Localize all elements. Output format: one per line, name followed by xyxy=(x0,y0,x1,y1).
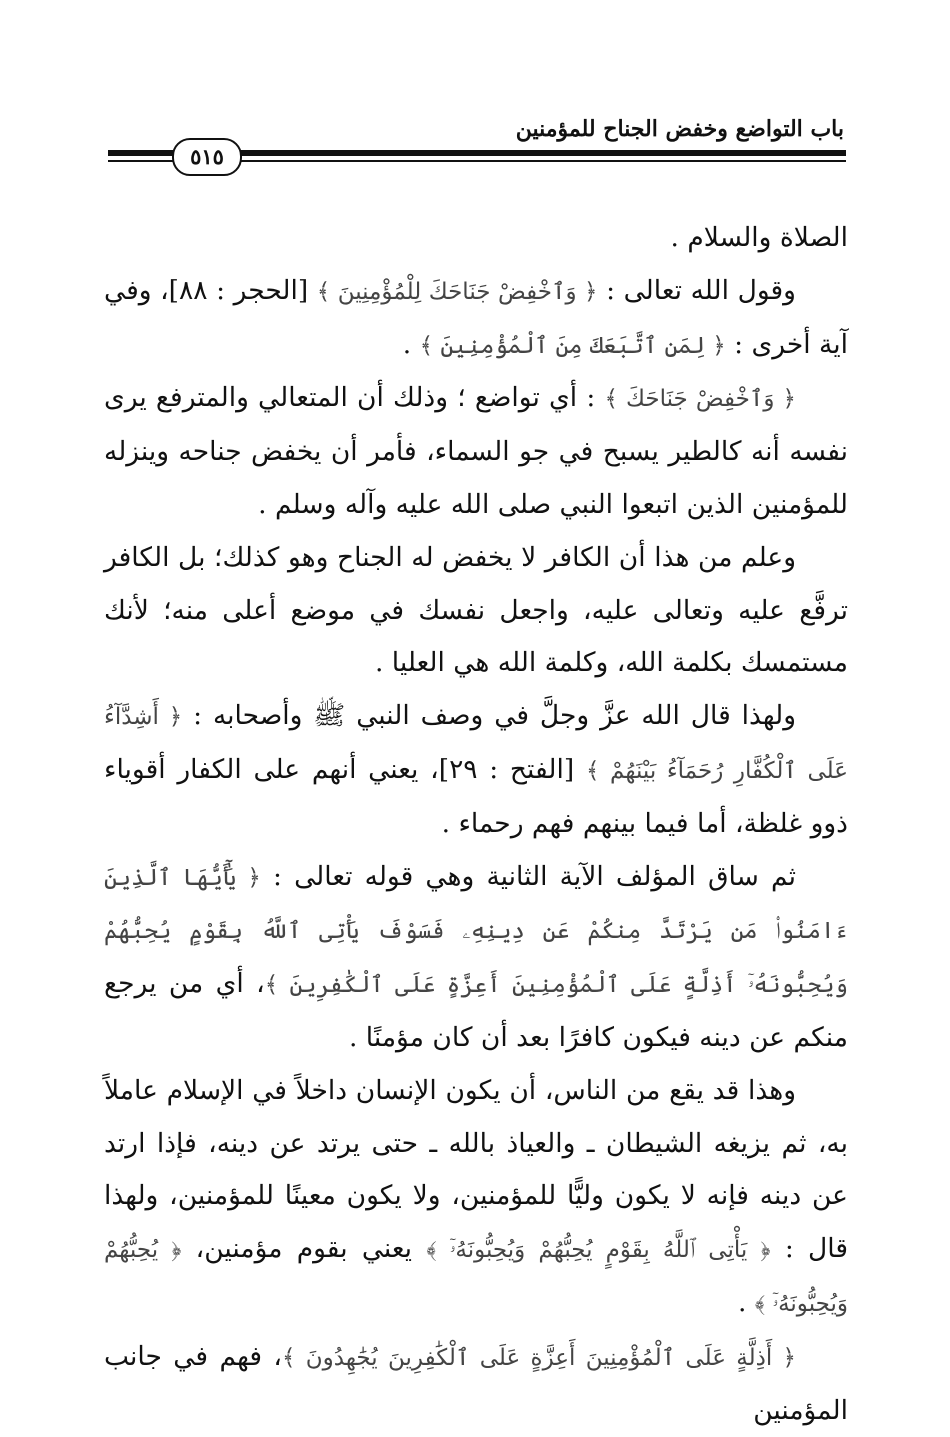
paragraph xyxy=(104,851,848,1065)
quran-verse: ﴿ أَذِلَّةٍ عَلَى ٱلْمُؤْمِنِينَ أَعِزَّةٍ عَلَى ٱلْكَٰفِرِينَ يُجَٰهِدُونَ ﴾ xyxy=(281,1344,796,1371)
paragraph-text: يعني بقوم مؤمنين، xyxy=(181,1233,427,1265)
paragraph-text: ، أي من يرجع منكم عن دينه فيكون كافرًا بعد أن كان مؤمنًا . xyxy=(104,968,848,1053)
quran-verse: ﴿ لِمَنِ ٱتَّبَعَكَ مِنَ ٱلْمُؤْمِنِينَ ﴾ xyxy=(419,332,726,359)
paragraph-text: ولهذا قال الله عزَّ وجلَّ في وصف النبي ﷺ وأصحابه : xyxy=(182,700,796,732)
paragraph xyxy=(104,1065,848,1331)
paragraph-text: الصلاة والسلام . xyxy=(670,222,848,253)
paragraph-text: ثم ساق المؤلف الآية الثانية وهي قوله تعالى : xyxy=(260,860,797,892)
paragraph-text: : أي تواضع ؛ وذلك أن المتعالي والمترفع يرى نفسه أنه كالطير يسبح في جو السماء، فأمر أن يخفض جناحه وينزله للمؤمنين الذين اتبعوا النبي صلى الله عليه وآله وسلم . xyxy=(104,382,848,520)
quran-verse: ﴿ يَٰٓأَيُّهَا ٱلَّذِينَ ءَامَنُوا۟ مَن يَرْتَدَّ مِنكُمْ عَن دِينِهِۦ فَسَوْفَ يَأْتِى ٱللَّهُ بِقَوْمٍ يُحِبُّهُمْ وَيُحِبُّونَهُۥٓ أَذِلَّةٍ عَلَى ٱلْمُؤْمِنِينَ أَعِزَّةٍ عَلَى ٱلْكَٰفِرِينَ ﴾ xyxy=(104,864,849,999)
paragraph-text: [الفتح : ٢٩]، يعني أنهم على الكفار أقوياء ذوو غلظة، أما فيما بينهم فهم رحماء . xyxy=(104,753,848,839)
paragraph xyxy=(104,212,848,265)
paragraph-text: وهذا قد يقع من الناس، أن يكون الإنسان داخلاً في الإسلام عاملاً به، ثم يزيغه الشيطان ـ والعياذ بالله ـ حتى يرتد عن دينه، فإذا ارتد عن دينه فإنه لا يكون وليًّا للمؤمنين، ولا يكون معينًا للمؤمنين، ولهذا قال : xyxy=(104,1074,848,1265)
page-header xyxy=(108,110,846,180)
paragraph xyxy=(104,690,848,850)
paragraph-text: ، فهم في جانب المؤمنين xyxy=(104,1340,848,1426)
page-number: ٥١٥ xyxy=(172,138,242,176)
quran-verse: ﴿ وَٱخْفِضْ جَنَاحَكَ لِلْمُؤْمِنِينَ ﴾ xyxy=(316,278,598,305)
quran-verse: ﴿ يَأْتِى ٱللَّهُ بِقَوْمٍ يُحِبُّهُمْ وَيُحِبُّونَهُۥٓ ﴾ xyxy=(426,1237,771,1264)
running-title: باب التواضع وخفض الجناح للمؤمنين xyxy=(515,116,844,142)
paragraph-text: وقول الله تعالى : xyxy=(597,274,796,306)
paragraph xyxy=(104,1331,848,1437)
paragraph xyxy=(104,532,848,690)
quran-verse: ﴿ وَٱخْفِضْ جَنَاحَكَ ﴾ xyxy=(604,386,796,413)
paragraph-text: . xyxy=(402,328,420,360)
paragraph xyxy=(104,372,848,531)
quran-verse: ﴿ يُحِبُّهُمْ وَيُحِبُّونَهُۥٓ ﴾ xyxy=(104,1237,848,1317)
quran-verse: ﴿ أَشِدَّآءُ عَلَى ٱلْكُفَّارِ رُحَمَآءُ بَيْنَهُمْ ﴾ xyxy=(104,704,848,784)
paragraph xyxy=(104,265,848,373)
paragraph-text: وعلم من هذا أن الكافر لا يخفض له الجناح وهو كذلك؛ بل الكافر ترفَّع عليه وتعالى عليه، واجعل نفسك في موضع أعلى منه؛ لأنك مستمسك بكلمة الله، وكلمة الله هي العليا . xyxy=(104,541,848,679)
paragraph-text: [الحجر : ٨٨]، وفي آية أخرى : xyxy=(104,274,848,360)
paragraph-text: . xyxy=(737,1286,755,1318)
body-text xyxy=(104,212,849,1426)
